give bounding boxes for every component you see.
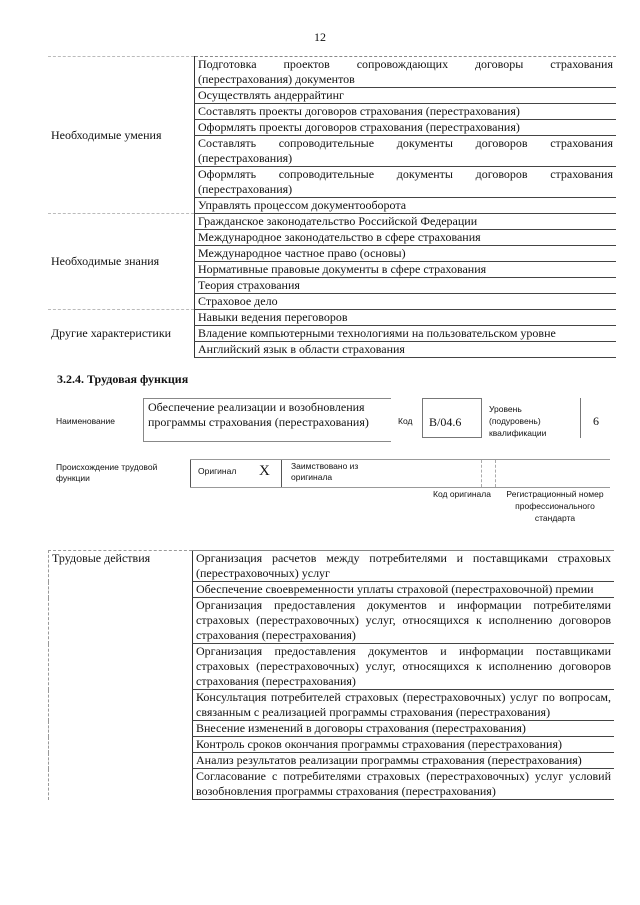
group-label: Необходимые умения — [48, 57, 195, 214]
action-item: Согласование с потребителями страховых (перестраховочных) услуг условий возобновления программы страхования (перестрахования) — [193, 769, 615, 800]
action-item: Внесение изменений в договоры страхования (перестрахования) — [193, 721, 615, 737]
skill-item: Оформлять проекты договоров страхования (перестрахования) — [195, 120, 617, 136]
name-label: Наименование — [56, 416, 115, 426]
reg-number-cell — [495, 460, 610, 487]
skills-row — [48, 57, 616, 88]
origin-row — [190, 459, 610, 488]
original-mark: X — [259, 463, 270, 479]
group-label: Другие характеристики — [48, 310, 195, 358]
skills-table — [48, 56, 616, 358]
borrowed-label: Заимствовано из оригинала — [291, 461, 359, 482]
skill-item: Составлять сопроводительные документы договоров страхования (перестрахования) — [195, 136, 617, 167]
group-label: Необходимые знания — [48, 214, 195, 310]
reg-number-caption: Регистрационный номер профессионального стандарта — [506, 489, 604, 523]
section-title: 3.2.4. Трудовая функция — [57, 372, 189, 386]
skill-item: Составлять проекты договоров страхования (перестрахования) — [195, 104, 617, 120]
action-item: Анализ результатов реализации программы страхования (перестрахования) — [193, 753, 615, 769]
skill-item: Английский язык в области страхования — [195, 342, 617, 358]
level-label: Уровень (подуровень) квалификации — [489, 404, 547, 438]
original-label: Оригинал — [198, 466, 237, 476]
page-number: 12 — [314, 30, 326, 44]
level-value: 6 — [580, 398, 610, 438]
origin-label: Происхождение трудовой функции — [56, 462, 158, 483]
skill-item: Нормативные правовые документы в сфере страхования — [195, 262, 617, 278]
action-item: Организация расчетов между потребителями и поставщиками страховых (перестраховочных) услуг — [193, 551, 615, 582]
skill-item: Управлять процессом документооборота — [195, 198, 617, 214]
skill-item: Оформлять сопроводительные документы договоров страхования (перестрахования) — [195, 167, 617, 198]
skill-item: Подготовка проектов сопровождающих договоры страхования (перестрахования) документов — [195, 57, 617, 88]
skill-item: Теория страхования — [195, 278, 617, 294]
function-name: Обеспечение реализации и возобновления программы страхования (перестрахования) — [143, 398, 391, 442]
skill-item: Страховое дело — [195, 294, 617, 310]
action-item: Обеспечение своевременности уплаты страховой (перестраховочной) премии — [193, 582, 615, 598]
skill-item: Гражданское законодательство Российской Федерации — [195, 214, 617, 230]
action-item: Контроль сроков окончания программы страхования (перестрахования) — [193, 737, 615, 753]
labor-actions-table — [48, 550, 614, 800]
function-code: B/04.6 — [422, 398, 482, 438]
skill-item: Международное законодательство в сфере страхования — [195, 230, 617, 246]
code-label: Код — [398, 416, 413, 426]
skill-item: Навыки ведения переговоров — [195, 310, 617, 326]
skill-item: Международное частное право (основы) — [195, 246, 617, 262]
skills-row — [48, 214, 616, 230]
code-original-caption: Код оригинала — [433, 489, 491, 499]
actions-label: Трудовые действия — [49, 551, 193, 800]
action-item: Организация предоставления документов и информации поставщиками страховых (перестраховочных) услуг, относящихся к исполнению договоров страхования (перестрахования) — [193, 644, 615, 690]
action-item: Организация предоставления документов и информации потребителями страховых (перестраховочных) услуг, относящихся к исполнению договоров страхования (перестрахования) — [193, 598, 615, 644]
skill-item: Владение компьютерными технологиями на пользовательском уровне — [195, 326, 617, 342]
skills-row — [48, 310, 616, 326]
action-item: Консультация потребителей страховых (перестраховочных) услуг по вопросам, связанным с реализацией программы страхования (перестрахования) — [193, 690, 615, 721]
action-row — [49, 551, 615, 582]
skill-item: Осуществлять андеррайтинг — [195, 88, 617, 104]
